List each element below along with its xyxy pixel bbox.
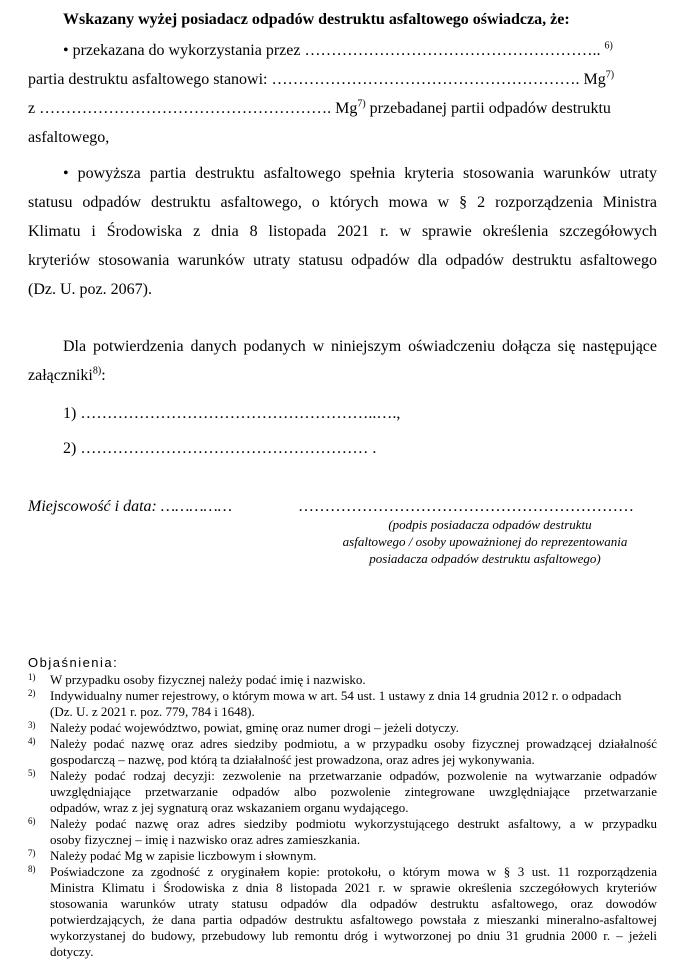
bullet2-line1: • powyższa partia destruktu asfaltowego spełnia kryteria stosowania warunków utraty [63, 165, 657, 182]
footnote-ref-8: 8) [92, 365, 102, 377]
footnote-number: 6) [28, 816, 36, 826]
footnote-ref-6: 6) [604, 40, 613, 52]
footnote-number: 7) [28, 848, 36, 858]
declaration-heading: Wskazany wyżej posiadacz odpadów destruktu asfaltowego oświadcza, że: [63, 11, 570, 28]
signature-dots: ……………………………………………………… [298, 498, 634, 515]
signature-caption-line3: posiadacza odpadów destruktu asfaltowego) [369, 551, 601, 566]
footnote-number: 5) [28, 768, 36, 778]
attachment-item-1: 1) ………………………………………………..…., [63, 405, 401, 422]
footnote-number: 8) [28, 864, 36, 874]
attachments-intro-line2: załączniki$^{8)}$: [28, 365, 106, 384]
bullet1-line3: z ………………………………………………. Mg$^{7)}$ przebadanej partii odpadów destruktu [28, 98, 611, 117]
footnote-number: 1) [28, 672, 36, 682]
footnote-ref-7b: 7) [357, 98, 366, 110]
bullet2-line4: kryteriów stosowania warunków utraty statusu odpadów dla odpadów destruktu asfaltowego [28, 252, 657, 269]
footnote-number: 4) [28, 736, 36, 746]
signature-caption-line1: (podpis posiadacza odpadów destruktu [388, 517, 592, 532]
bullet2-line5: (Dz. U. poz. 2067). [28, 281, 152, 298]
footnote-number: 3) [28, 720, 36, 730]
document-page: Wskazany wyżej posiadacz odpadów destruktu asfaltowego oświadcza, że: • przekazana do wykorzystania przez ……………………………………………….. $^{6)}$ partia destruktu asfaltowego stanowi: …………………………………………………. Mg$^{7)}$ z ………………………………………………. Mg$^{7)}$ przebadanej partii odpadów destruktu asfaltowego, • powyższa partia destruktu asfaltowego spełnia kryteria stosowania warunków utraty statusu odpadów destruktu asfaltowego, o których mowa w § 2 rozporządzenia Ministra Klimatu i Środowiska z dnia 8 listopada 2021 r. w sprawie określenia szczegółowych kryteriów stosowania warunków utraty statusu odpadów dla odpadów destruktu asfaltowego (Dz. U. poz. 2067). Dla potwierdzenia danych podanych w niniejszym oświadczeniu dołącza się następujące załączniki$^{8)}$: 1) ………………………………………………..…., 2) ……………………………………………… . Miejscowość i data: …………… ……………………………………………………… (podpis posiadacza odpadów destruktu asfaltowego / osoby upoważnionej do reprezentowania posiadacza odpadów destruktu asfaltowego) Objaśnienia: 1) W przypadku osoby fizycznej należy podać imię i nazwisko. 2) Indywidualny numer rejestrowy, o którym mowa w art. 54 ust. 1 ustawy z dnia 14 grudnia 2012 r. o odpadach (Dz. U. z 2021 r. poz. 779, 784 i 1648). 3) Należy podać województwo, powiat, gminę oraz numer drogi – jeżeli dotyczy. 4) Należy podać nazwę oraz adres siedziby podmiotu, a w przypadku osoby fizycznej prowadzącej działalność gospodarczą – nazwę, pod którą ta działalność jest prowadzona, oraz adres jej wykonywania. 5) Należy podać rodzaj decyzji: zezwolenie na przetwarzanie odpadów, pozwolenie na wytwarzanie odpadów uwzględniające przetwarzanie odpadów albo pozwolenie zintegrowane uwzględniające przetwarzanie odpadów, wraz z jej sygnaturą oraz wskazaniem organu wydającego. 6) Należy podać nazwę oraz adres siedziby podmiotu wykorzystującego destrukt asfaltowy, a w przypadku osoby fizycznej – imię i nazwisko oraz adres zamieszkania. 7) Należy podać Mg w zapisie liczbowym i słownym. 8) Poświadczone za zgodność z oryginałem kopie: protokołu, o którym mowa w § 3 ust. 11 rozporządzenia Ministra Klimatu i Środowiska z dnia 8 listopada 2021 r. w sprawie określenia szczegółowych kryteriów stosowania warunków utraty statusu odpadów dla odpadów destruktu asfaltowego, oraz dowodów potwierdzających, że dana partia odpadów destruktu asfaltowego powstała z mieszanki mineralno-asfaltowej wykorzystanej do budowy, przebudowy lub remontu dróg i wytworzonej po dniu 31 grudnia 2000 r. – jeżeli dotyczy. [0, 0, 685, 975]
attachments-intro-line1: Dla potwierdzenia danych podanych w niniejszym oświadczeniu dołącza się następujące [63, 338, 657, 355]
place-date-label: Miejscowość i data: …………… [28, 498, 232, 515]
bullet1-line2: partia destruktu asfaltowego stanowi: …………………………………………………. Mg$^{7)}$ [28, 69, 615, 88]
bullet2-line2: statusu odpadów destruktu asfaltowego, o których mowa w § 2 rozporządzenia Ministra [28, 194, 657, 211]
footnote-ref-7: 7) [605, 69, 615, 81]
notes-heading: Objaśnienia: [28, 655, 119, 670]
bullet1-line4: asfaltowego, [28, 129, 110, 146]
bullet1-line1: • przekazana do wykorzystania przez ……………………………………………….. $^{6)}$ [63, 40, 613, 59]
attachment-item-2: 2) ……………………………………………… . [63, 440, 377, 457]
signature-caption-line2: asfaltowego / osoby upoważnionej do reprezentowania [342, 534, 628, 549]
bullet2-line3: Klimatu i Środowiska z dnia 8 listopada 2021 r. w sprawie określenia szczegółowych [28, 223, 657, 240]
footnote-number: 2) [28, 688, 36, 698]
